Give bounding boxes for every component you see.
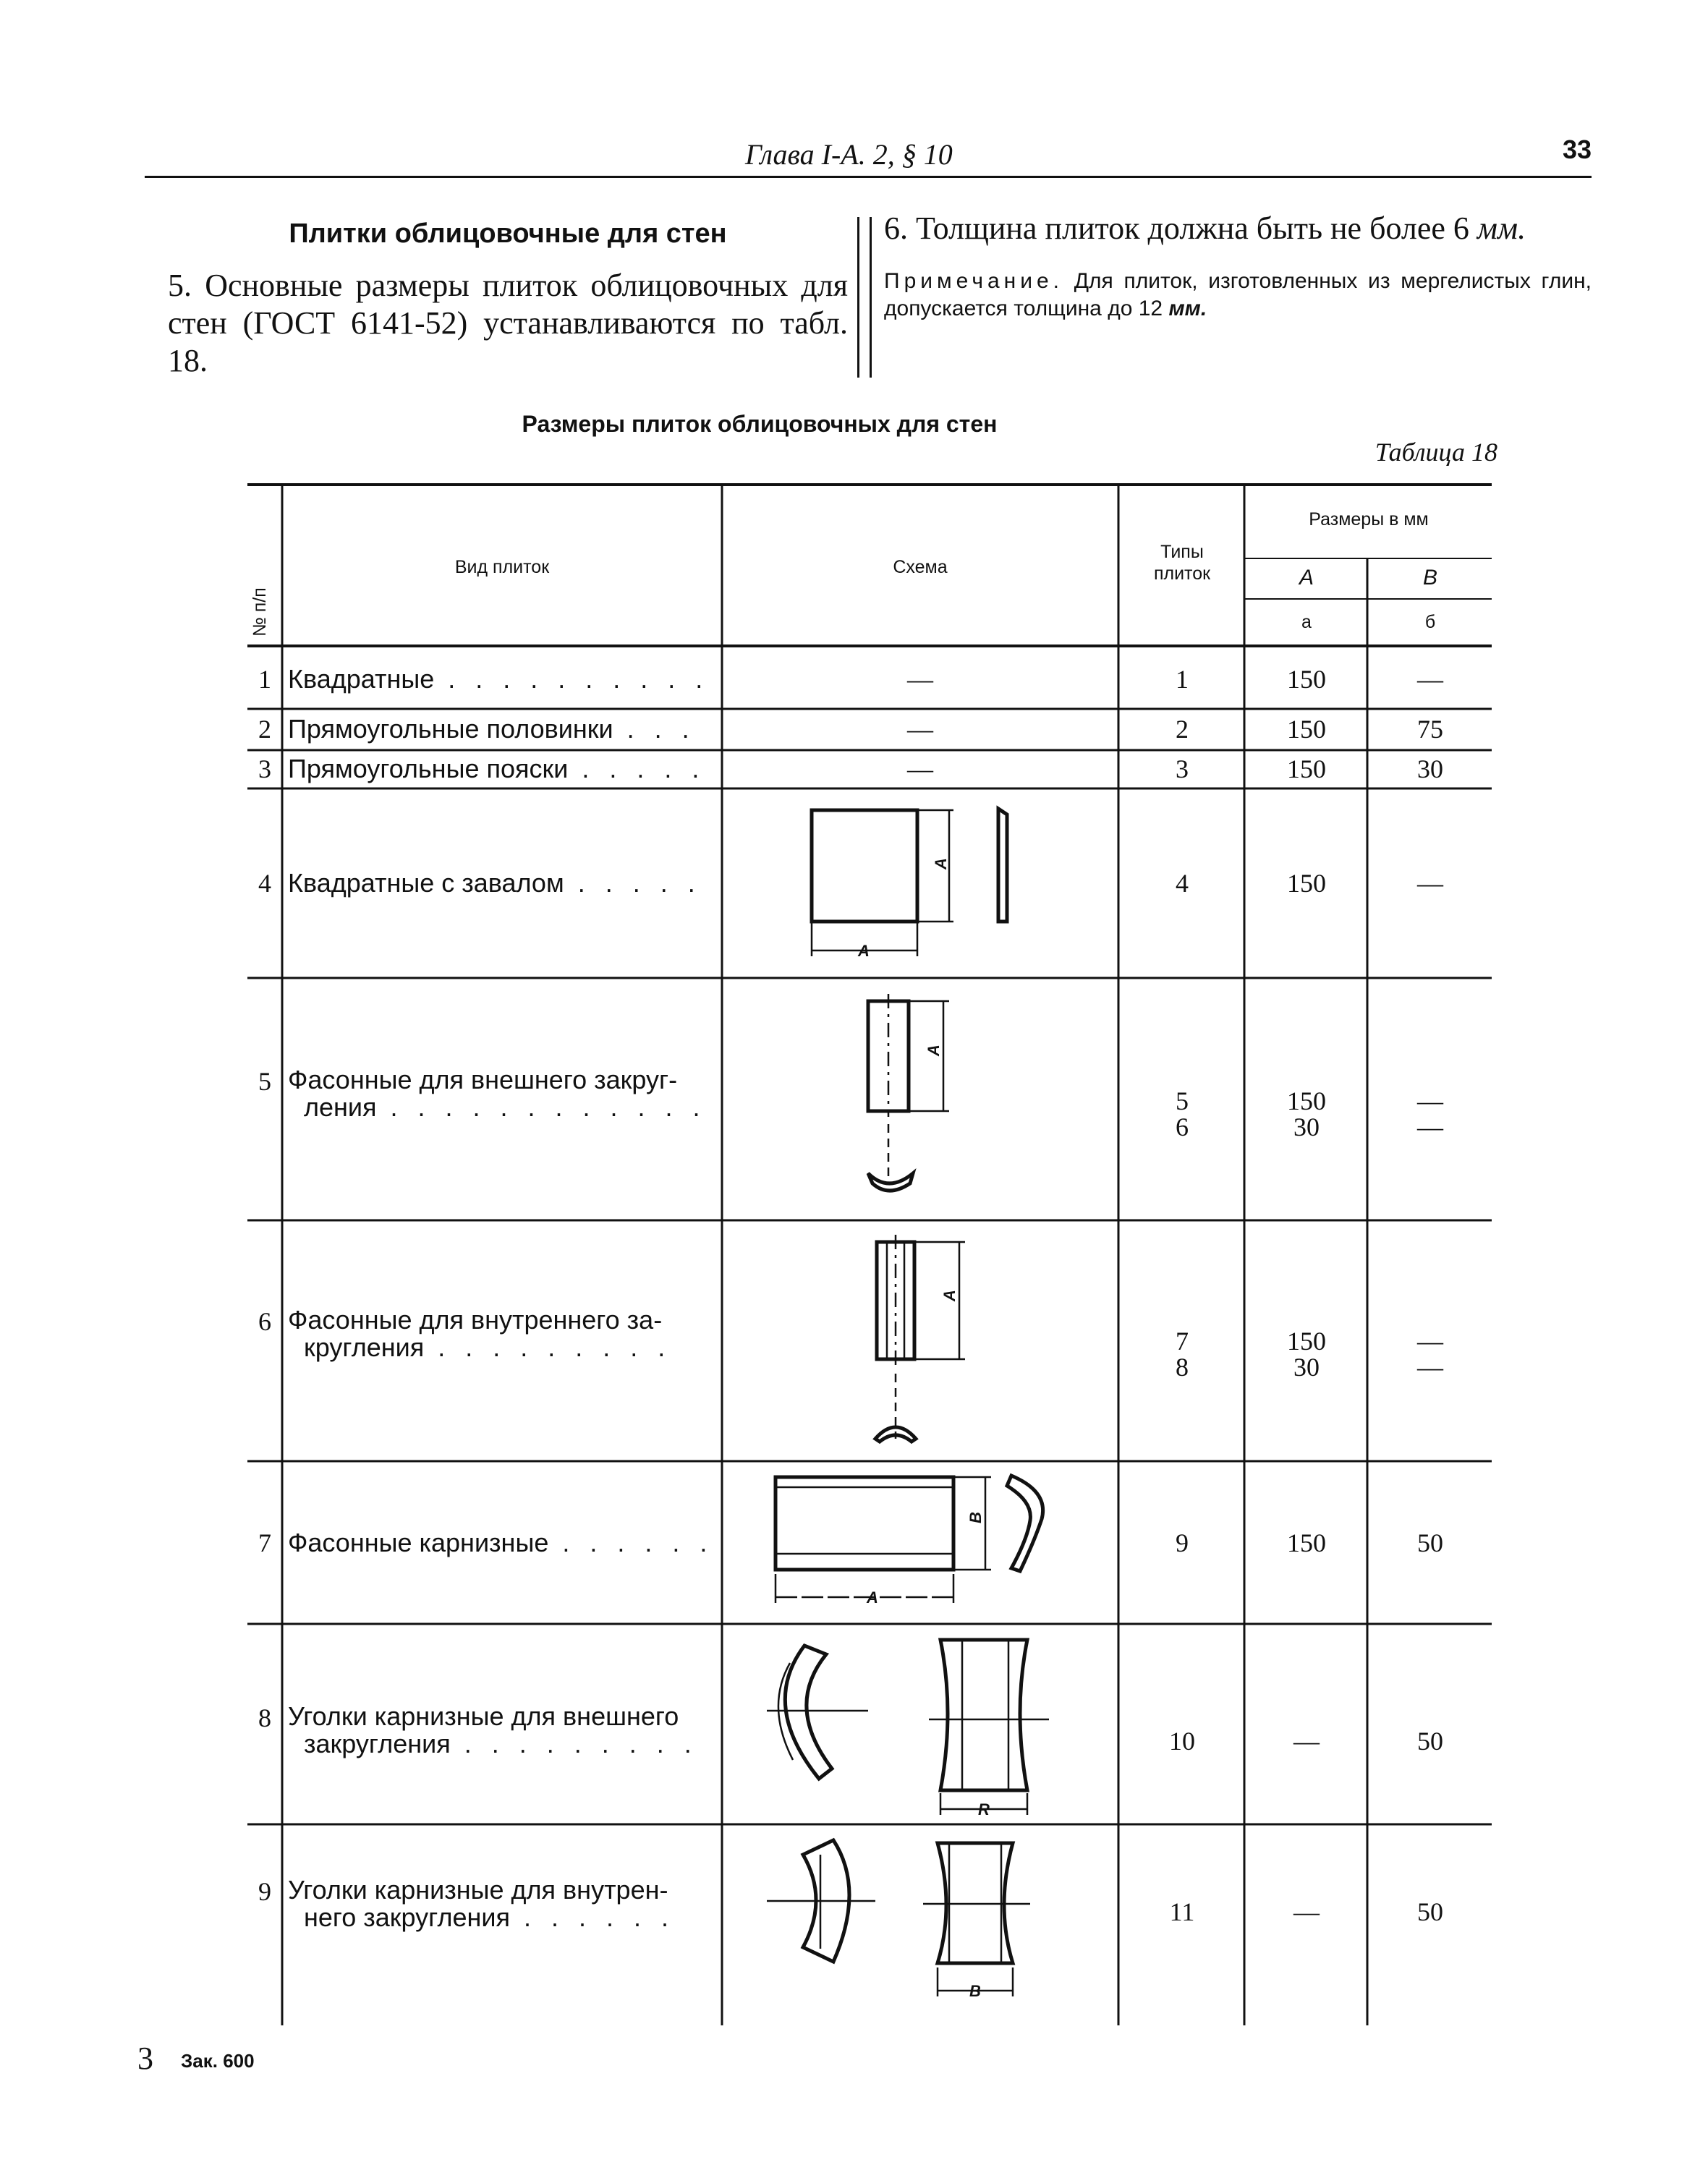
row-5-size-b: — —: [1417, 1086, 1443, 1141]
section-title: Плитки облицовочные для стен: [289, 218, 727, 249]
row-1-types: 1: [1176, 665, 1189, 694]
row-2-kind: Прямоугольные половинки . . .: [288, 714, 696, 744]
row-2-types: 2: [1176, 715, 1189, 744]
row-3-scheme: —: [907, 754, 933, 783]
row-2-size-b: 75: [1417, 715, 1443, 744]
svg-text:А: А: [858, 942, 870, 960]
row-5-number: 5: [258, 1067, 271, 1096]
row-4-size-a: 150: [1287, 869, 1326, 898]
header-types: Типы плиток: [1153, 542, 1211, 584]
row-3-kind: Прямоугольные пояски . . . . .: [288, 754, 706, 783]
note-unit: мм.: [1168, 297, 1207, 320]
row-6-number: 6: [258, 1307, 271, 1336]
footer-sheet-number: 3: [137, 2041, 153, 2076]
row-8-size-b: 50: [1417, 1727, 1443, 1756]
svg-text:А: А: [932, 858, 950, 869]
row-3-number: 3: [258, 754, 271, 783]
row-6-types: 7 8: [1176, 1327, 1189, 1382]
svg-text:А: А: [867, 1588, 878, 1607]
table-title: Размеры плиток облицовочных для стен: [522, 411, 998, 437]
row-1-kind: Квадратные . . . . . . . . . .: [288, 664, 710, 694]
row-1-size-a: 150: [1287, 665, 1326, 694]
chapter-reference: Глава I-А. 2, § 10: [745, 138, 953, 171]
row-7-size-a: 150: [1287, 1528, 1326, 1557]
note-label: Примечание.: [884, 269, 1063, 293]
row-9-size-b: 50: [1417, 1897, 1443, 1926]
row-9-size-a: —: [1293, 1897, 1320, 1926]
row-4-scheme-drawing: [723, 790, 1117, 977]
table-label: Таблица 18: [1375, 438, 1497, 467]
row-9-scheme-drawing: [723, 1826, 1117, 2025]
row-9-kind: Уголки карнизные для внутрен- него закругления . . . . . .: [288, 1875, 676, 1932]
svg-text:А: А: [925, 1045, 943, 1056]
row-4-number: 4: [258, 869, 271, 898]
footer-order: Зак. 600: [181, 2050, 255, 2072]
row-5-kind: Фасонные для внешнего закруг- ления . . . . . . . . . . . .: [288, 1065, 707, 1122]
note-text: Для плиток, изготовленных из мергелистых глин, допускается толщина до 12: [884, 269, 1592, 320]
header-col-b: В: [1422, 566, 1437, 590]
row-2-number: 2: [258, 715, 271, 744]
row-8-types: 10: [1169, 1727, 1195, 1756]
row-7-types: 9: [1176, 1528, 1189, 1557]
row-5-size-a: 150 30: [1287, 1086, 1326, 1141]
row-6-size-a: 150 30: [1287, 1327, 1326, 1382]
row-6-kind: Фасонные для внутреннего за- кругления . . . . . . . . .: [288, 1305, 672, 1362]
paragraph-6-text: 6. Толщина плиток должна быть не более 6: [884, 210, 1469, 246]
paragraph-6-unit: мм.: [1477, 210, 1526, 246]
header-sizes: Размеры в мм: [1309, 509, 1429, 529]
row-1-size-b: —: [1417, 665, 1443, 694]
row-6-size-b: — —: [1417, 1327, 1443, 1382]
row-7-number: 7: [258, 1528, 271, 1557]
row-5-types: 5 6: [1176, 1086, 1189, 1141]
row-6-scheme-drawing: [723, 1222, 1117, 1460]
row-8-scheme-drawing: [723, 1625, 1117, 1822]
row-5-scheme-drawing: [723, 979, 1117, 1218]
row-7-size-b: 50: [1417, 1528, 1443, 1557]
header-col-a-sub: а: [1301, 612, 1312, 632]
header-num: № п/п: [250, 587, 270, 637]
page-number: 33: [1562, 135, 1592, 164]
row-4-types: 4: [1176, 869, 1189, 898]
header-scheme: Схема: [893, 557, 948, 577]
row-1-number: 1: [258, 665, 271, 694]
svg-text:А: А: [940, 1290, 959, 1301]
row-3-size-a: 150: [1287, 754, 1326, 783]
row-8-number: 8: [258, 1703, 271, 1732]
row-8-kind: Уголки карнизные для внешнего закругления . . . . . . . . .: [288, 1701, 698, 1758]
row-8-size-a: —: [1293, 1727, 1320, 1756]
header-col-b-sub: б: [1424, 612, 1436, 632]
svg-text:В: В: [966, 1512, 985, 1523]
row-1-scheme: —: [907, 665, 933, 694]
row-7-kind: Фасонные карнизные . . . . . .: [288, 1528, 714, 1557]
svg-text:R: R: [978, 1800, 990, 1818]
row-4-size-b: —: [1417, 869, 1443, 898]
svg-text:В: В: [969, 1982, 981, 2000]
header-kind: Вид плиток: [454, 557, 550, 577]
paragraph-5: 5. Основные размеры плиток облицовочных для стен (ГОСТ 6141-52) устанавливаются по табл. 18.: [168, 268, 848, 378]
row-2-scheme: —: [907, 715, 933, 744]
row-7-scheme-drawing: [723, 1463, 1117, 1623]
row-4-kind: Квадратные с завалом . . . . .: [288, 868, 702, 898]
row-3-size-b: 30: [1417, 754, 1443, 783]
row-9-number: 9: [258, 1877, 271, 1906]
row-2-size-a: 150: [1287, 715, 1326, 744]
row-3-types: 3: [1176, 754, 1189, 783]
row-9-types: 11: [1169, 1897, 1195, 1926]
header-col-a: А: [1299, 566, 1314, 590]
